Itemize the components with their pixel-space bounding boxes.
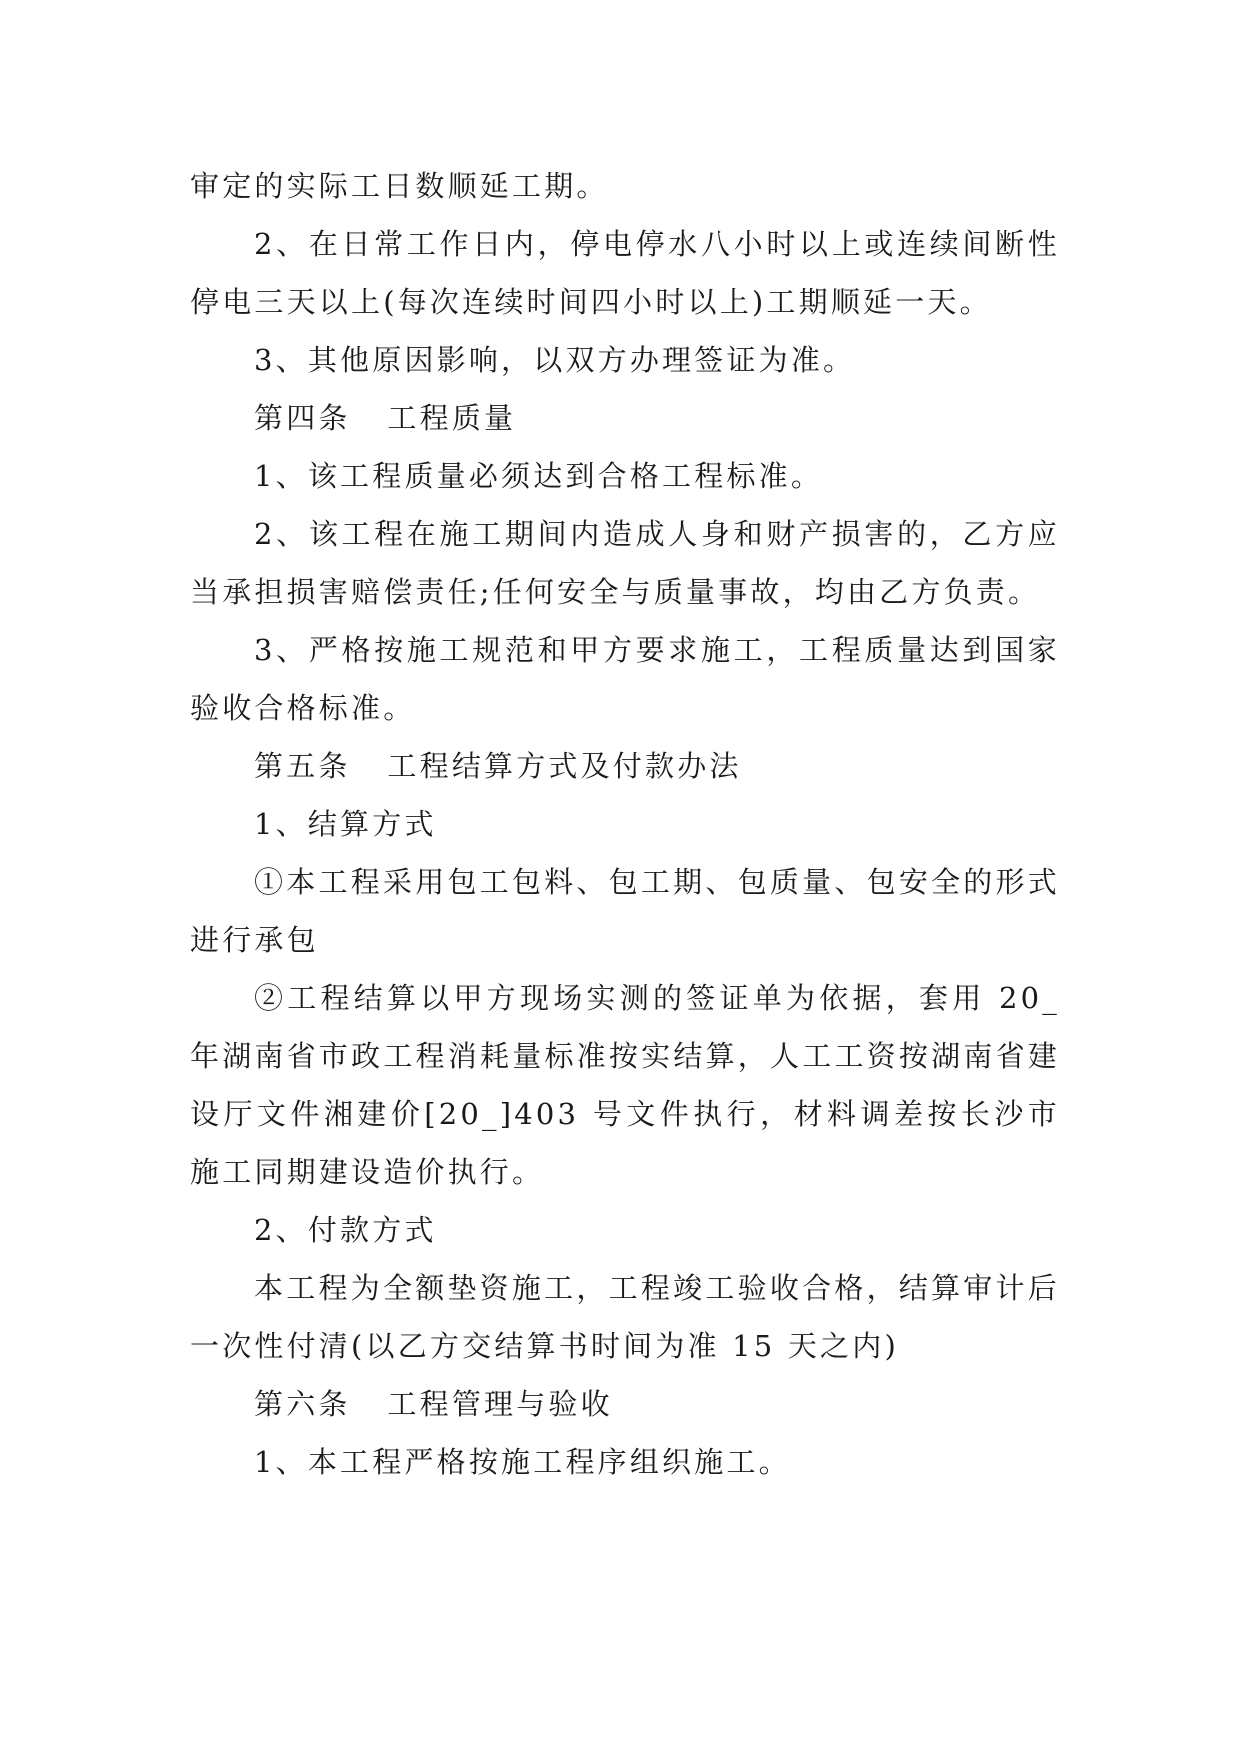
paragraph-management-1: 1、本工程严格按施工程序组织施工。 bbox=[254, 1445, 791, 1479]
section-heading-article-5: 第五条 工程结算方式及付款办法 bbox=[254, 749, 742, 783]
subheading-settlement-method: 1、结算方式 bbox=[254, 807, 437, 841]
section-heading-article-4: 第四条 工程质量 bbox=[254, 401, 517, 435]
paragraph-item-3: 3、其他原因影响，以双方办理签证为准。 bbox=[254, 343, 856, 377]
paragraph-settlement-2: ②工程结算以甲方现场实测的签证单为依据，套用 20_年湖南省市政工程消耗量标准按实结算，人工工资按湖南省建设厅文件湘建价[20_]403 号文件执行，材料调差按长沙市施工同期建设造价执行。 bbox=[190, 981, 1060, 1189]
paragraph-item-2: 2、在日常工作日内，停电停水八小时以上或连续间断性停电三天以上(每次连续时间四小时以上)工期顺延一天。 bbox=[190, 227, 1060, 319]
section-heading-article-6: 第六条 工程管理与验收 bbox=[254, 1387, 613, 1421]
paragraph-continuation: 审定的实际工日数顺延工期。 bbox=[190, 169, 609, 203]
paragraph-quality-2: 2、该工程在施工期间内造成人身和财产损害的，乙方应当承担损害赔偿责任;任何安全与质量事故，均由乙方负责。 bbox=[190, 517, 1060, 609]
document-body bbox=[190, 157, 1060, 1491]
paragraph-settlement-1: ①本工程采用包工包料、包工期、包质量、包安全的形式进行承包 bbox=[190, 865, 1060, 957]
paragraph-quality-1: 1、该工程质量必须达到合格工程标准。 bbox=[254, 459, 824, 493]
paragraph-payment: 本工程为全额垫资施工，工程竣工验收合格，结算审计后一次性付清(以乙方交结算书时间为准 15 天之内) bbox=[190, 1271, 1060, 1363]
subheading-payment-method: 2、付款方式 bbox=[254, 1213, 437, 1247]
paragraph-quality-3: 3、严格按施工规范和甲方要求施工，工程质量达到国家验收合格标准。 bbox=[190, 633, 1060, 725]
